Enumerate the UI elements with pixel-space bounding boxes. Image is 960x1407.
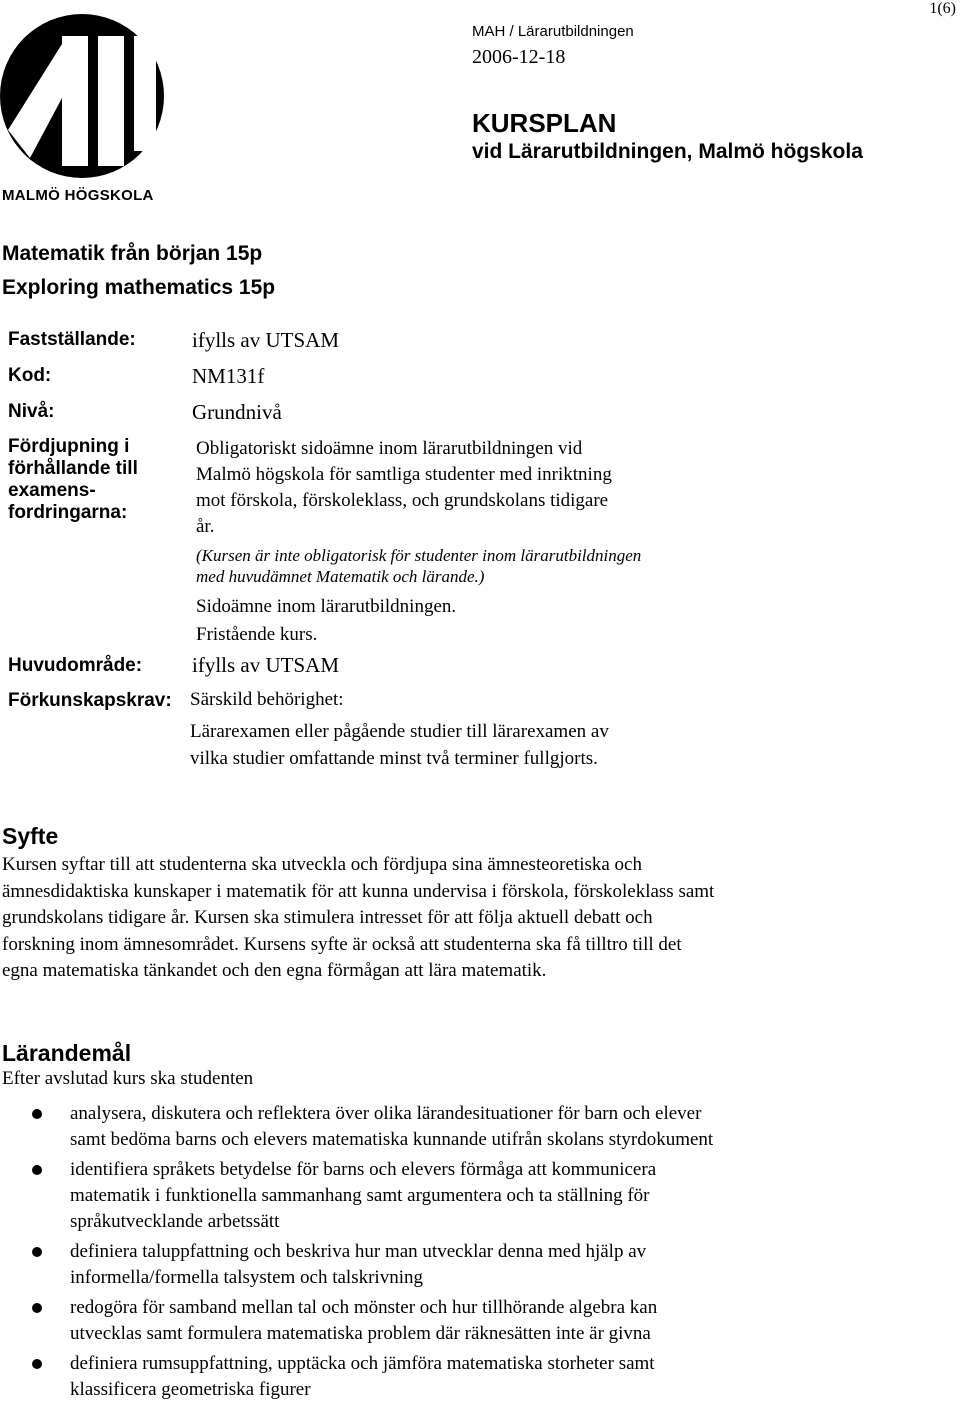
malmo-hogskola-logo-icon <box>0 8 170 183</box>
list-item: redogöra för samband mellan tal och mönster och hur tillhörande algebra kan utvecklas samt formulera matematiska problem där räknesätten inte är givna <box>40 1295 940 1347</box>
label-fordjupning: Fördjupning i förhållande till examens- fordringarna: <box>8 436 138 523</box>
value-huvudomrade: ifylls av UTSAM <box>192 653 339 677</box>
course-title-sv: Matematik från början 15p <box>2 242 263 265</box>
larandemal-list <box>40 1101 940 1407</box>
bullet-icon <box>32 1247 42 1257</box>
list-item: definiera rumsuppfattning, upptäcka och jämföra matematiska storheter samt klassificera geometriska figurer <box>40 1351 940 1403</box>
doc-type-heading: KURSPLAN <box>472 108 617 138</box>
value-faststallande: ifylls av UTSAM <box>192 328 339 352</box>
bullet-icon <box>32 1359 42 1369</box>
list-item: identifiera språkets betydelse för barns och elevers förmåga att kommunicera matematik i funktionella sammanhang samt argumentera och ta ställning för språkutvecklande arbetssätt <box>40 1157 940 1235</box>
bullet-icon <box>32 1165 42 1175</box>
label-faststallande: Fastställande: <box>8 329 136 350</box>
bullet-icon <box>32 1109 42 1119</box>
heading-syfte: Syfte <box>2 823 59 849</box>
list-item: definiera taluppfattning och beskriva hur man utvecklar denna med hjälp av informella/formella talsystem och talskrivning <box>40 1239 940 1291</box>
extra-fordjupning: Sidoämne inom lärarutbildningen. Fristående kurs. <box>196 596 457 645</box>
note-fordjupning: (Kursen är inte obligatorisk för studenter inom lärarutbildningen med huvudämnet Matematik och lärande.) <box>196 546 642 586</box>
label-huvudomrade: Huvudområde: <box>8 655 143 676</box>
label-forkunskapskrav: Förkunskapskrav: <box>8 690 172 711</box>
heading-larandemal: Lärandemål <box>2 1040 132 1066</box>
value-niva: Grundnivå <box>192 400 282 424</box>
doc-subtitle: vid Lärarutbildningen, Malmö högskola <box>472 140 863 163</box>
detail-forkunskapskrav: Lärarexamen eller pågående studier till lärarexamen av vilka studier omfattande minst två terminer fullgjorts. <box>190 721 609 769</box>
list-item: analysera, diskutera och reflektera över olika lärandesituationer för barn och elever samt bedöma barns och elevers matematiska kunnande utifrån skolans styrdokument <box>40 1101 940 1153</box>
value-fordjupning: Obligatoriskt sidoämne inom lärarutbildningen vid Malmö högskola för samtliga studenter med inriktning mot förskola, förskoleklass, och grundskolans tidigare år. <box>196 438 612 537</box>
label-niva: Nivå: <box>8 401 55 422</box>
header-org: MAH / Lärarutbildningen <box>472 23 634 40</box>
course-title-en: Exploring mathematics 15p <box>2 276 276 299</box>
value-forkunskapskrav: Särskild behörighet: <box>190 689 344 710</box>
value-kod: NM131f <box>192 364 265 388</box>
paragraph-syfte: Kursen syftar till att studenterna ska utveckla och fördjupa sina ämnesteoretiska och ämnesdidaktiska kunskaper i matematik för att kunna undervisa i förskola, förskoleklass samt grundskolans tidigare år. Kursen ska stimulera intresset för att följa aktuell debatt och forskning inom ämnesområdet. Kursens syfte är också att studenterna ska få tilltro till det egna matematiska tänkandet och den egna förmågan att lära matematik. <box>2 854 715 981</box>
label-kod: Kod: <box>8 365 52 386</box>
page-number: 1(6) <box>929 0 956 17</box>
bullet-icon <box>32 1303 42 1313</box>
header-date: 2006-12-18 <box>472 46 566 68</box>
logo-text: MALMÖ HÖGSKOLA <box>2 187 154 204</box>
larandemal-intro: Efter avslutad kurs ska studenten <box>2 1068 254 1089</box>
